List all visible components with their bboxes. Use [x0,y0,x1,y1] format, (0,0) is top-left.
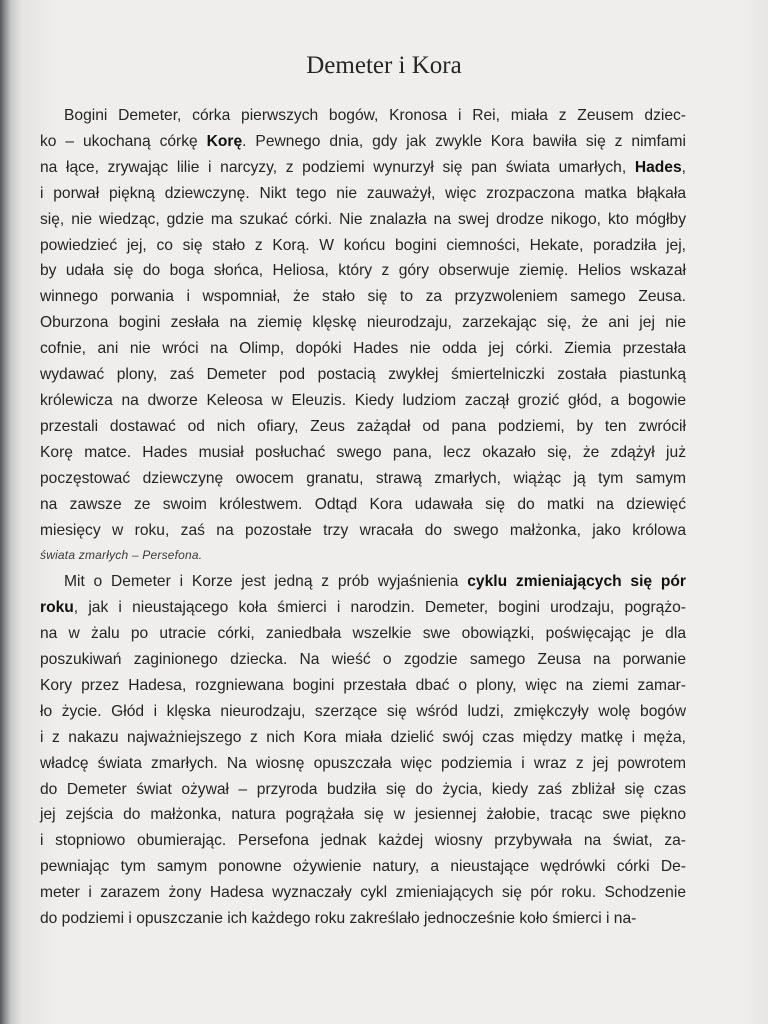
text-run: wydawać plony, zaś Demeter pod postacią zwykłej śmiertelniczki została piastunką [40,366,686,384]
text-run: miesięcy w roku, zaś na pozostałe trzy wracała do swego małżonka, jako królowa [40,521,686,539]
text-run: Oburzona bogini zesłała na ziemię klęskę nieurodzaju, zarzekając się, że ani jej nie [40,314,686,332]
bold-term: roku [40,599,74,617]
text-line [40,310,686,336]
page-title: Demeter i Kora [306,52,462,79]
bold-term: cyklu zmieniających się pór [467,573,686,591]
text-line [40,621,686,647]
text-line [40,492,686,518]
text-run: by udała się do boga słońca, Heliosa, który z góry obserwuje ziemię. Helios wskazał [40,262,686,280]
text-run: na w żalu po utracie córki, zaniedbała wszelkie swe obowiązki, poświęcając je dla [40,625,686,643]
text-run: Kory przez Hadesa, rozgniewana bogini przestała dbać o plony, więc na ziemi zamar- [40,676,686,694]
text-run: winnego porwania i wspomniał, że stało się to za przyzwoleniem samego Zeusa. [40,288,686,306]
text-run: poszukiwań zaginionego dziecka. Na wieść o zgodzie samego Zeusa na porwanie [40,651,686,669]
text-line [40,647,686,673]
text-run: do podziemi i opuszczanie ich każdego roku zakreślało jednocześnie koło śmierci i na- [40,910,637,928]
paragraph [40,103,686,569]
text-run: władcę świata zmarłych. Na wiosnę opuszczała więc podziemia i wraz z jej powrotem [40,754,686,772]
text-run: Korę matce. Hades musiał posłuchać swego pana, lecz okazało się, że zdążył już [40,443,686,461]
text-line [40,414,686,440]
text-run: pewniając tym samym ponowne ożywienie natury, a nieustające wędrówki córki De- [40,858,686,876]
text-line [40,129,686,155]
text-line [40,854,686,880]
text-run: i porwał piękną dziewczynę. Nikt tego nie zauważył, więc zrozpaczona matka błąkała [40,184,686,202]
text-run: ko – ukochaną córkę [40,132,207,150]
text-line [40,284,686,310]
text-line [40,181,686,207]
article-body [40,103,686,932]
text-line [40,906,686,932]
paragraph [40,569,686,932]
text-line [40,777,686,803]
bold-term: Korę [206,132,243,150]
text-run: . Pewnego dnia, gdy jak zwykle Kora bawiła się z nimfami [242,132,686,150]
text-line [40,595,686,621]
text-line [40,336,686,362]
text-line [40,440,686,466]
text-line [40,673,686,699]
text-line [40,751,686,777]
text-run: powiedzieć jej, co się stało z Korą. W końcu bogini ciemności, Hekate, poradziła jej, [40,236,686,254]
text-run: i stopniowo obumierając. Persefona jednak każdej wiosny przybywała na świat, za- [40,832,686,850]
text-run: Mit o Demeter i Korze jest jedną z prób wyjaśnienia [64,573,468,591]
text-line [40,103,686,129]
text-run: Bogini Demeter, córka pierwszych bogów, Kronosa i Rei, miała z Zeusem dziec- [64,107,686,124]
text-line [40,828,686,854]
text-run: na łące, zrywając lilie i narcyzy, z podziemi wynurzył się pan świata umarłych, [40,158,635,176]
text-line [40,725,686,751]
text-line [40,699,686,725]
text-line [40,518,686,544]
text-run: świata zmarłych – Persefona. [40,548,203,563]
text-run: meter i zarazem żony Hadesa wyznaczały cykl zmieniających się pór roku. Schodzenie [40,884,686,902]
text-line [40,880,686,906]
text-line [40,207,686,233]
text-run: do Demeter świat ożywał – przyroda budziła się do życia, kiedy zaś zbliżał się czas [40,780,686,798]
text-line [40,362,686,388]
bold-term: Hades [634,158,682,176]
text-run: się, nie wiedząc, gdzie ma szukać córki. Nie znalazła na swej drodze nikogo, kto mógłby [40,210,686,228]
text-line [40,569,686,595]
text-line [40,155,686,181]
text-run: , jak i nieustającego koła śmierci i narodzin. Demeter, bogini urodzaju, pogrążo- [73,599,686,617]
text-run: poczęstować dziewczynę owocem granatu, strawą zmarłych, wiążąc ją tym samym [40,469,686,487]
text-run: jej zejścia do małżonka, natura pogrążała się w jesiennej żałobie, tracąc swe piękno [40,806,686,824]
text-run: i z nakazu najważniejszego z nich Kora miała dzielić swój czas między matkę i męża, [40,728,686,746]
text-run: przestali dostawać od nich ofiary, Zeus zażądał od pana podziemi, by ten zwrócił [40,417,686,435]
text-line [40,466,686,492]
text-line [40,258,686,284]
text-run: królewicza na dworze Keleosa w Eleuzis. Kiedy ludziom zaczął grozić głód, a bogowie [40,391,686,409]
text-line [40,802,686,828]
text-run: ło życie. Głód i klęska nieurodzaju, szerzące się wśród ludzi, zmiękczyły wolę bogów [40,702,686,720]
text-run: na zawsze ze swoim królestwem. Odtąd Kora udawała się do matki na dziewięć [40,495,686,513]
text-run: cofnie, ani nie wróci na Olimp, dopóki Hades nie odda jej córki. Ziemia przestała [40,340,686,358]
text-line [40,543,686,569]
text-line [40,388,686,414]
text-line [40,233,686,259]
text-run: , [681,158,686,176]
